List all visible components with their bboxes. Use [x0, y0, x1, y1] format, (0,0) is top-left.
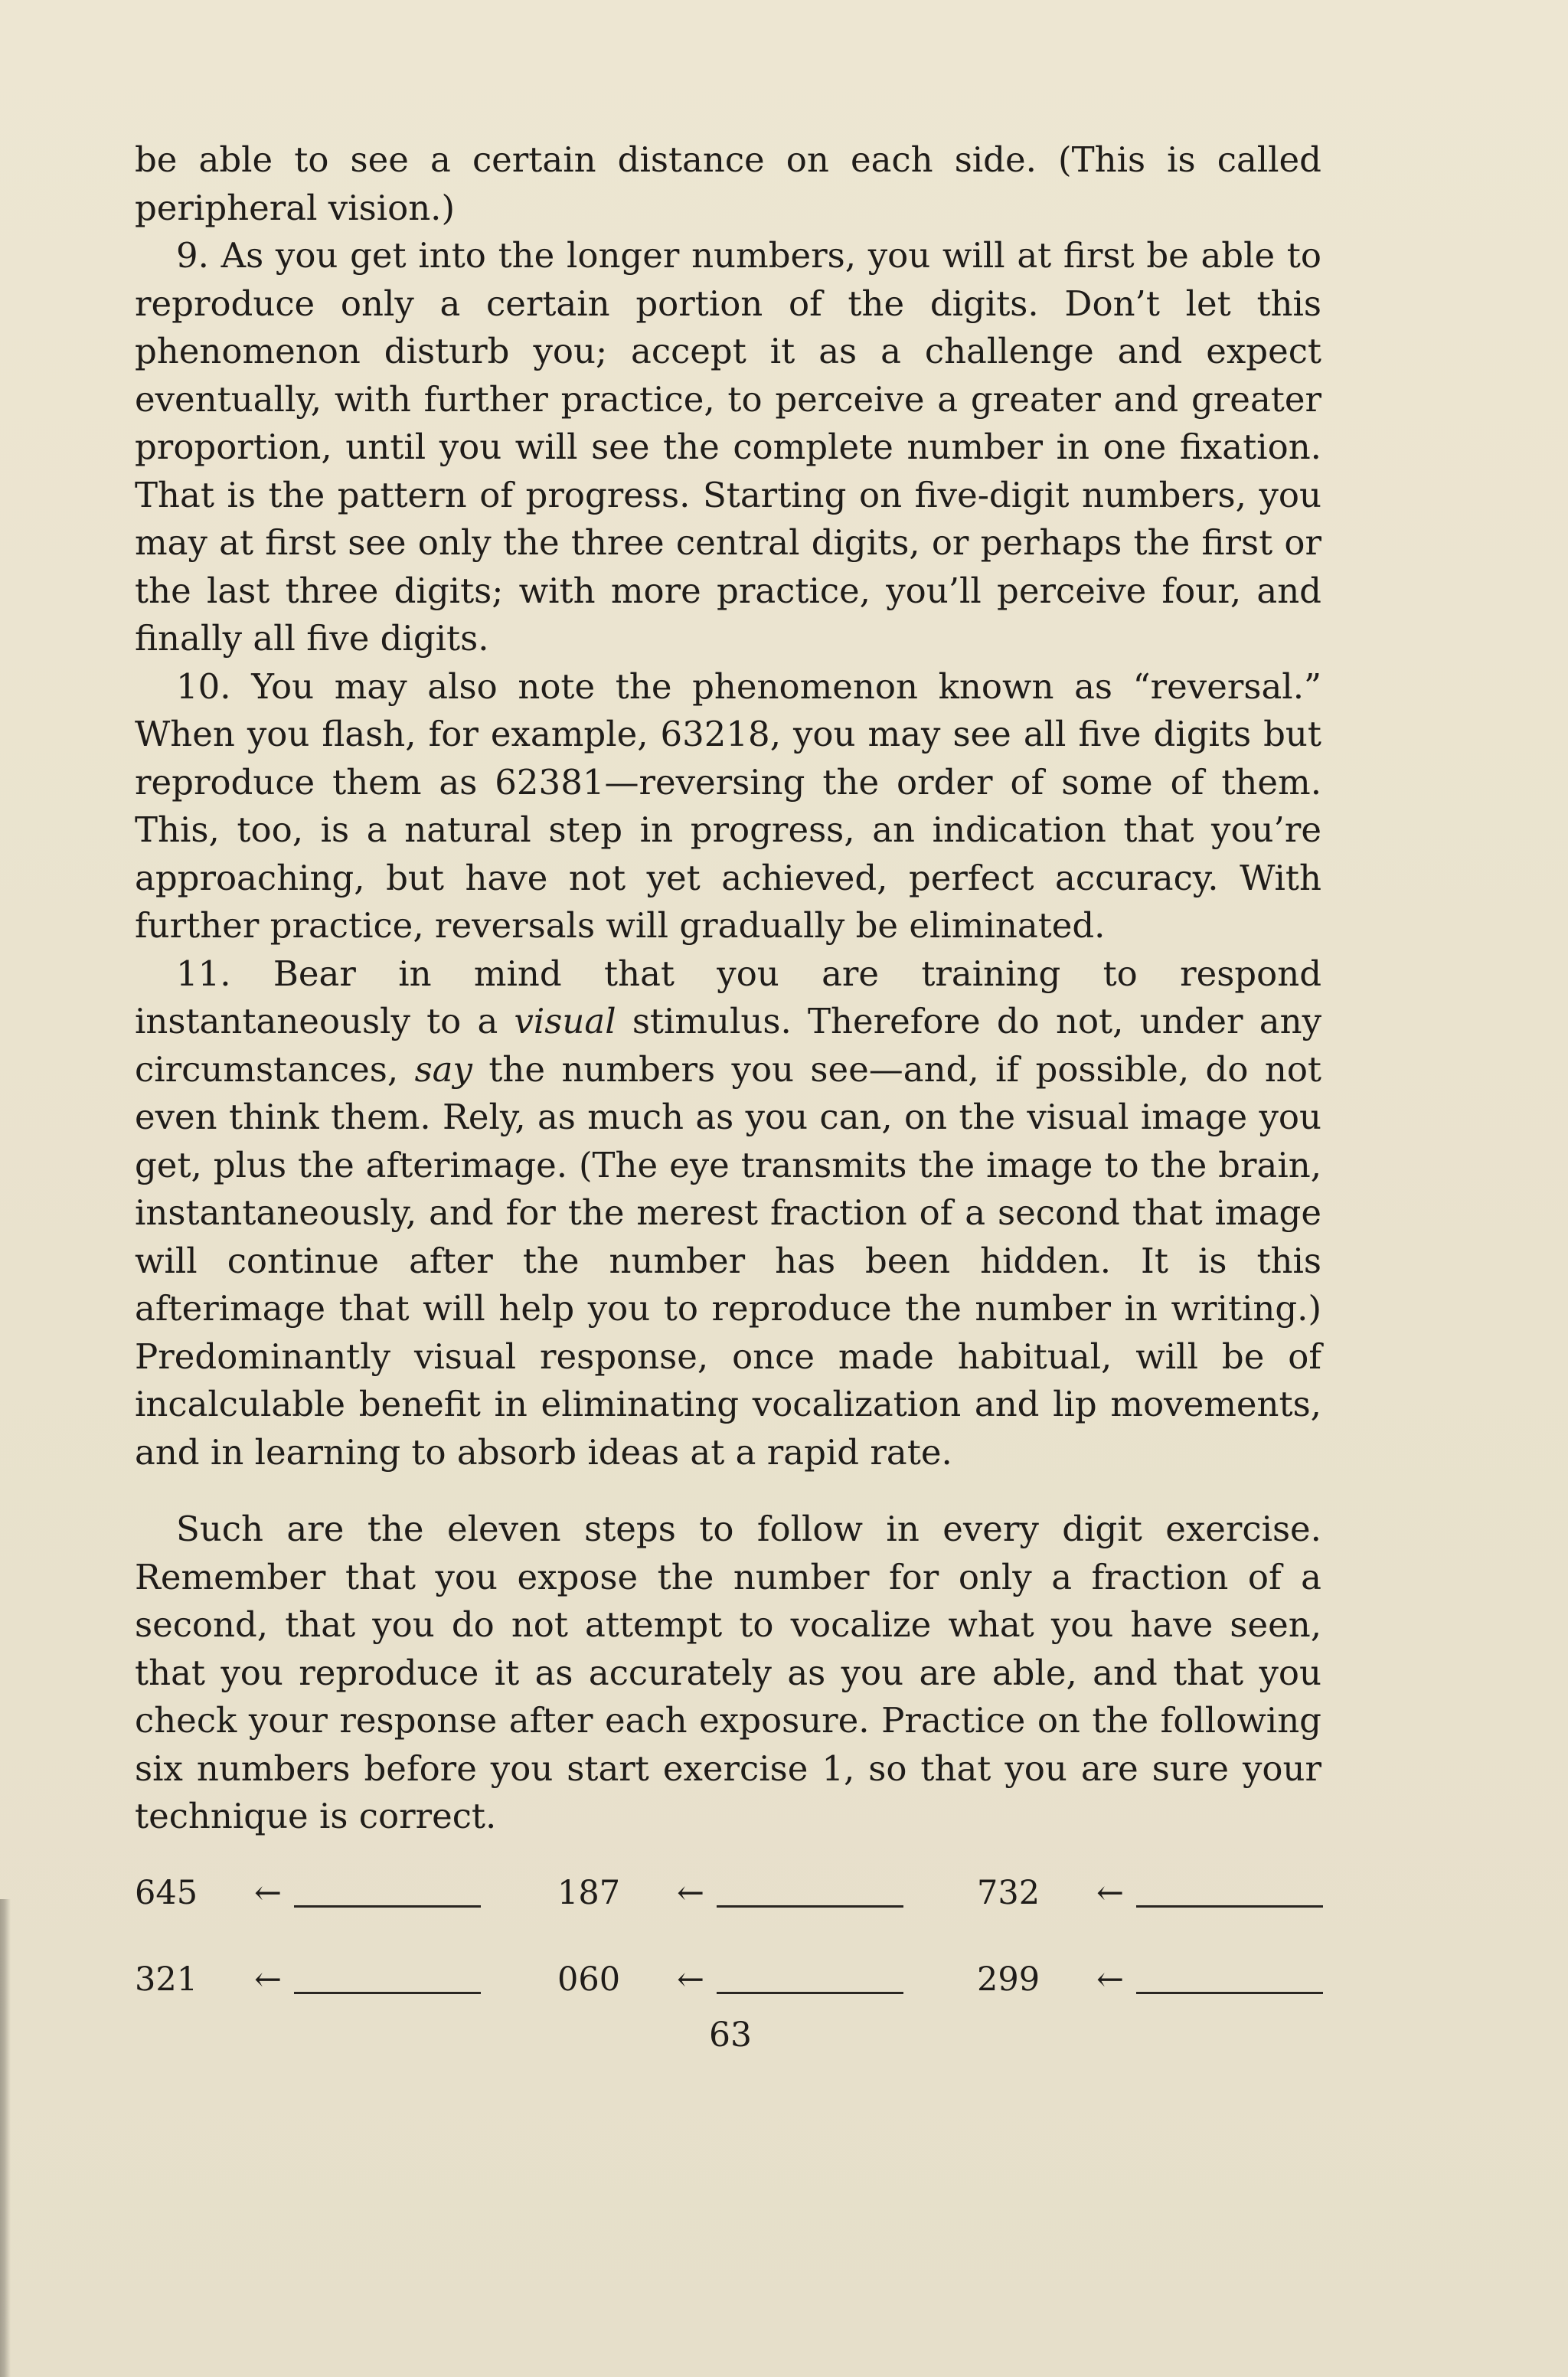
page-edge-shadow	[0, 1899, 11, 2377]
step-11-text-c: the numbers you see—and, if possible, do not even think them. Rely, as much as you can, on the visual image you get, plus the afterimage. (The eye transmits the image to the brain, instantaneously, and for the merest fraction of a second that image will continue after the number has been hidden. It is this afterimage that will help you to reproduce the number in writing.) Predominantly visual response, once made habitual, will be of incalculable benefit in eliminating vocalization and lip movements, and in learning to absorb ideas at a rapid rate.	[135, 1048, 1322, 1473]
answer-blank[interactable]	[1136, 1992, 1323, 1994]
practice-number: 321	[135, 1960, 198, 1999]
practice-number: 187	[557, 1874, 621, 1912]
answer-blank[interactable]	[294, 1992, 481, 1994]
paragraph-step-9: 9. As you get into the longer numbers, you will at first be able to reproduce only a certain portion of the digits. Don’t let this phenomenon disturb you; accept it as a challenge and expect eventually, with further practice, to perceive a greater and greater proportion, until you will see the complete number in one fixation. That is the pattern of progress. Starting on five-digit numbers, you may at first see only the three central digits, or perhaps the first or the last three digits; with more practice, you’ll perceive four, and finally all five digits.	[135, 235, 1321, 659]
answer-blank[interactable]	[294, 1905, 481, 1908]
left-arrow-icon: ←	[677, 1874, 705, 1912]
left-arrow-icon: ←	[1096, 1874, 1125, 1912]
step-11-text-a: 11. Bear in mind that you are training to respond instantaneously to a	[135, 953, 1321, 1041]
practice-row-2	[135, 1957, 1321, 2003]
practice-number: 645	[135, 1874, 198, 1912]
left-arrow-icon: ←	[677, 1960, 705, 1999]
practice-number: 299	[977, 1960, 1040, 1999]
left-arrow-icon: ←	[254, 1874, 283, 1912]
paragraph-summary: Such are the eleven steps to follow in every digit exercise. Remember that you expose the number for only a fraction of a second, that you do not attempt to vocalize what you have seen, that you reproduce it as accurately as you are able, and that you check your response after each exposure. Practice on the following six numbers before you start exercise 1, so that you are sure your technique is correct.	[135, 1509, 1321, 1836]
left-arrow-icon: ←	[254, 1960, 283, 1999]
answer-blank[interactable]	[717, 1905, 903, 1908]
emphasis-say: say	[414, 1048, 472, 1090]
body-text	[135, 136, 1321, 1841]
paragraph-continuation: be able to see a certain distance on each side. (This is called peripheral vision.)	[135, 139, 1321, 228]
answer-blank[interactable]	[717, 1992, 903, 1994]
step-11-text-b: stimulus. Therefore do not, under any circumstances,	[135, 1001, 1321, 1090]
page-number: 63	[709, 2016, 752, 2055]
left-arrow-icon: ←	[1096, 1960, 1125, 1999]
practice-number: 060	[557, 1960, 621, 1999]
answer-blank[interactable]	[1136, 1905, 1323, 1908]
emphasis-visual: visual	[514, 1001, 616, 1041]
practice-number: 732	[977, 1874, 1040, 1912]
paragraph-step-10: 10. You may also note the phenomenon known as “reversal.” When you flash, for example, 63218, you may see all five digits but reproduce them as 62381—reversing the order of some of them. This, too, is a natural step in progress, an indication that you’re approaching, but have not yet achieved, perfect accuracy. With further practice, reversals will gradually be eliminated.	[135, 665, 1321, 946]
paragraph-step-11	[135, 950, 1321, 1477]
practice-row-1	[135, 1870, 1321, 1916]
